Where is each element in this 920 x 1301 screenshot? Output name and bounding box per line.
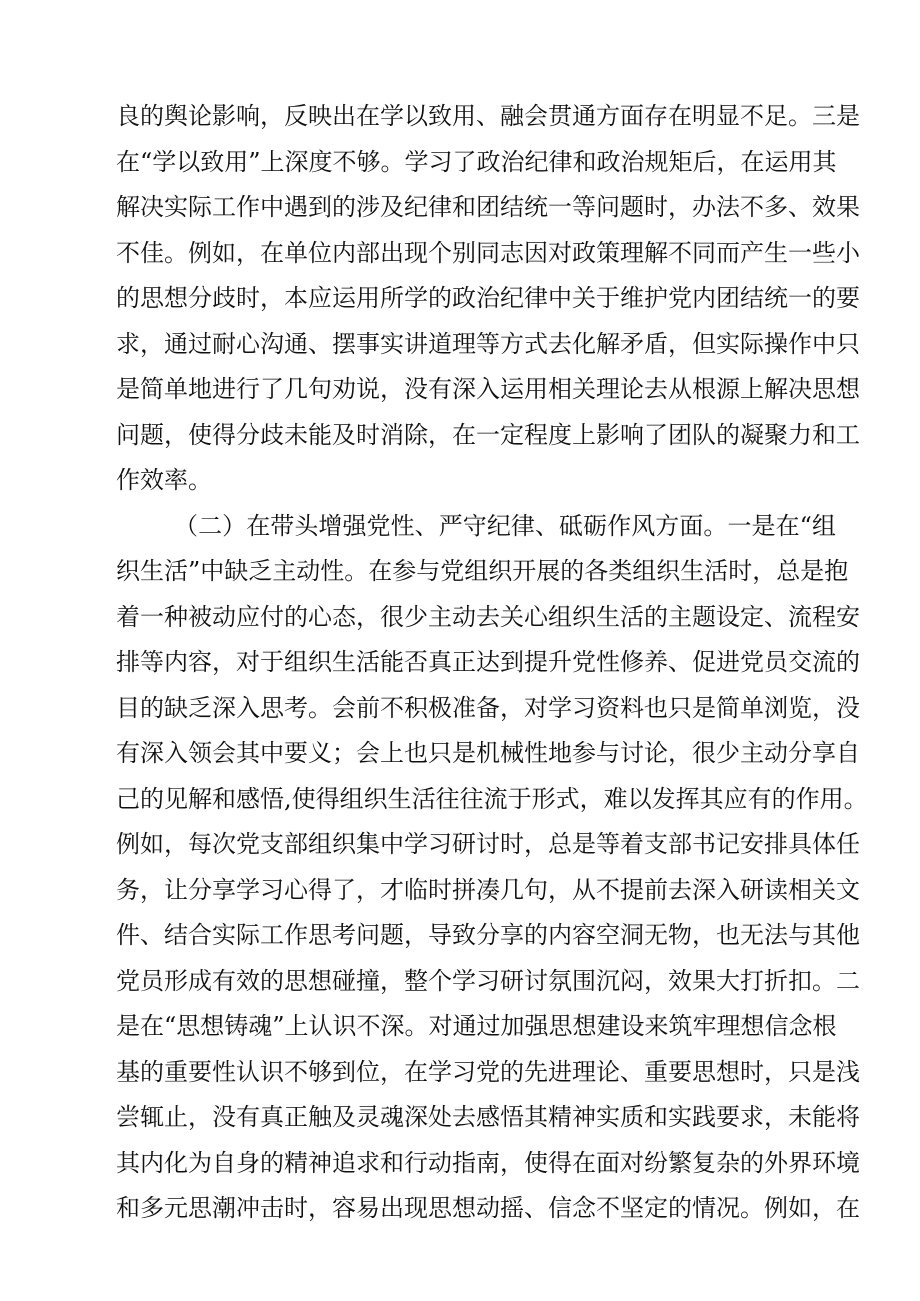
- text-line: 是简单地进行了几句劝说，没有深入运用相关理论去从根源上解决思想: [116, 375, 860, 403]
- text-line: 在“学以致用”上深度不够。学习了政治纪律和政治规矩后，在运用其: [116, 147, 837, 176]
- text-line: 尝辄止，没有真正触及灵魂深处去感悟其精神实质和实践要求，未能将: [116, 1103, 860, 1131]
- text-line: 和多元思潮冲击时，容易出现思想动摇、信念不坚定的情况。例如，在: [116, 1194, 860, 1222]
- text-line: 着一种被动应付的心态，很少主动去关心组织生活的主题设定、流程安: [116, 602, 860, 631]
- text-line: 作效率。: [116, 466, 212, 494]
- text-line: 问题，使得分歧未能及时消除，在一定程度上影响了团队的凝聚力和工: [116, 420, 860, 449]
- text-line: 己的见解和感悟,使得组织生活往往流于形式，难以发挥其应有的作用。: [116, 784, 868, 813]
- text-line: 良的舆论影响，反映出在学以致用、融会贯通方面存在明显不足。三是: [116, 102, 860, 130]
- text-line: 件、结合实际工作思考问题，导致分享的内容空洞无物，也无法与其他: [116, 921, 860, 949]
- text-line: 排等内容，对于组织生活能否真正达到提升党性修养、促进党员交流的: [116, 648, 860, 676]
- section-heading-line: （二）在带头增强党性、严守纪律、砥砺作风方面。一是在“组: [174, 511, 836, 540]
- text-line: 求，通过耐心沟通、摆事实讲道理等方式去化解矛盾，但实际操作中只: [116, 329, 860, 358]
- text-line: 其内化为自身的精神追求和行动指南，使得在面对纷繁复杂的外界环境: [116, 1148, 860, 1177]
- text-line: 不佳。例如，在单位内部出现个别同志因对政策理解不同而产生一些小: [116, 238, 860, 267]
- text-line: 解决实际工作中遇到的涉及纪律和团结统一等问题时，办法不多、效果: [116, 193, 860, 221]
- text-line: 党员形成有效的思想碰撞，整个学习研讨氛围沉闷，效果大打折扣。二: [116, 966, 860, 995]
- text-line: 是在“思想铸魂”上认识不深。对通过加强思想建设来筑牢理想信念根: [116, 1012, 837, 1040]
- text-line: 织生活”中缺乏主动性。在参与党组织开展的各类组织生活时，总是抱: [116, 557, 849, 585]
- text-line: 基的重要性认识不够到位，在学习党的先进理论、重要思想时，只是浅: [116, 1057, 860, 1086]
- text-line: 的思想分歧时，本应运用所学的政治纪律中关于维护党内团结统一的要: [116, 284, 860, 312]
- text-line: 例如，每次党支部组织集中学习研讨时，总是等着支部书记安排具体任: [116, 830, 860, 858]
- text-line: 有深入领会其中要义；会上也只是机械性地参与讨论，很少主动分享自: [116, 739, 860, 767]
- text-line: 务，让分享学习心得了，才临时拼凑几句，从不提前去深入研读相关文: [116, 875, 860, 904]
- document-body: [116, 94, 868, 1232]
- text-line: 目的缺乏深入思考。会前不积极准备，对学习资料也只是简单浏览，没: [116, 693, 860, 722]
